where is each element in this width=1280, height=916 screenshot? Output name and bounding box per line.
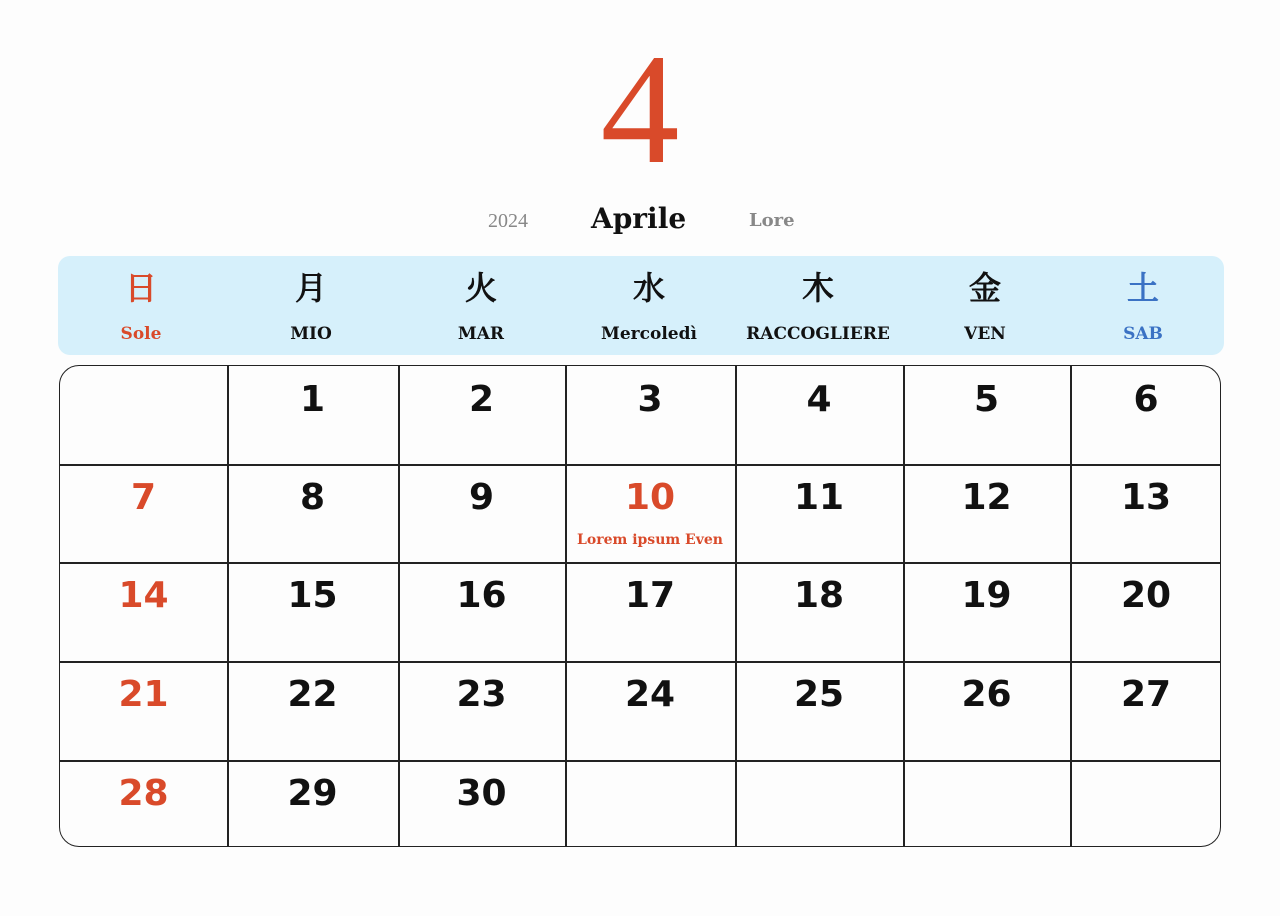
day-number: 17 [624,575,676,616]
day-number: 7 [130,477,157,518]
weekday-column [1058,256,1228,355]
day-cell[interactable] [735,562,903,661]
empty-cell [565,760,735,847]
month-name: Aprile [591,202,687,235]
weekday-label: MAR [457,324,505,344]
day-cell[interactable] [735,464,903,562]
calendar-grid [59,365,1221,847]
day-number: 16 [456,575,507,616]
day-number: 25 [793,674,845,715]
day-number: 9 [468,477,495,518]
weekday-label: Mercoledì [601,324,697,344]
day-number: 28 [118,773,169,814]
day-cell[interactable] [1070,464,1221,562]
day-cell[interactable] [903,366,1070,464]
day-number: 11 [793,477,845,518]
empty-cell [735,760,903,847]
day-cell[interactable] [227,760,398,847]
day-number: 5 [973,379,1000,420]
year-label: 2024 [488,210,528,232]
empty-cell [60,366,227,464]
day-cell[interactable] [1070,562,1221,661]
weekday-column [900,256,1070,355]
weekday-column [733,256,903,355]
weekday-glyph: 月 [294,269,327,307]
day-cell[interactable] [227,661,398,760]
weekday-glyph: 金 [968,269,1001,307]
month-tag: Lore [749,210,795,231]
day-cell[interactable] [60,661,227,760]
day-cell[interactable] [60,562,227,661]
day-cell[interactable] [565,464,735,562]
day-number: 27 [1120,674,1172,715]
day-cell[interactable] [227,464,398,562]
weekday-glyph: 水 [632,269,665,307]
weekday-label: VEN [964,324,1006,344]
weekday-column [564,256,734,355]
weekday-glyph: 火 [464,269,497,307]
weekday-label: RACCOGLIERE [746,324,890,344]
day-cell[interactable] [735,661,903,760]
weekday-label: SAB [1123,324,1163,344]
month-number: 4 [600,22,680,197]
day-number: 22 [287,674,338,715]
day-number: 4 [806,379,832,420]
day-cell[interactable] [398,366,565,464]
day-cell[interactable] [903,464,1070,562]
weekday-label: Sole [120,324,162,344]
day-cell[interactable] [60,760,227,847]
weekday-column [396,256,566,355]
weekday-glyph: 日 [124,269,157,307]
day-number: 24 [624,674,676,715]
empty-cell [1070,760,1221,847]
day-cell[interactable] [60,464,227,562]
day-number: 18 [793,575,845,616]
day-cell[interactable] [227,366,398,464]
weekday-column [56,256,226,355]
day-cell[interactable] [1070,366,1221,464]
day-cell[interactable] [398,760,565,847]
day-number: 2 [468,379,495,420]
day-number: 8 [299,477,326,518]
day-cell[interactable] [735,366,903,464]
day-number: 21 [118,674,169,715]
day-number: 3 [637,379,663,420]
day-number: 10 [624,477,676,518]
day-number: 12 [961,477,1012,518]
event-label: Lorem ipsum Even [577,532,723,548]
day-number: 15 [287,575,338,616]
day-cell[interactable] [398,562,565,661]
empty-cell [903,760,1070,847]
day-cell[interactable] [227,562,398,661]
weekday-glyph: 木 [801,269,834,307]
day-number: 1 [299,379,326,420]
day-number: 29 [287,773,338,814]
day-number: 14 [118,575,169,616]
day-cell[interactable] [398,464,565,562]
day-number: 6 [1133,379,1159,420]
day-number: 13 [1120,477,1172,518]
weekday-label: MIO [290,324,332,344]
day-cell[interactable] [565,366,735,464]
weekday-header [58,256,1224,355]
day-cell[interactable] [398,661,565,760]
day-cell[interactable] [903,562,1070,661]
day-cell[interactable] [565,562,735,661]
day-number: 26 [961,674,1012,715]
day-cell[interactable] [565,661,735,760]
day-number: 20 [1120,575,1172,616]
weekday-glyph: 土 [1126,269,1159,307]
day-number: 19 [961,575,1012,616]
weekday-column [226,256,396,355]
day-number: 30 [456,773,507,814]
day-number: 23 [456,674,507,715]
day-cell[interactable] [1070,661,1221,760]
day-cell[interactable] [903,661,1070,760]
